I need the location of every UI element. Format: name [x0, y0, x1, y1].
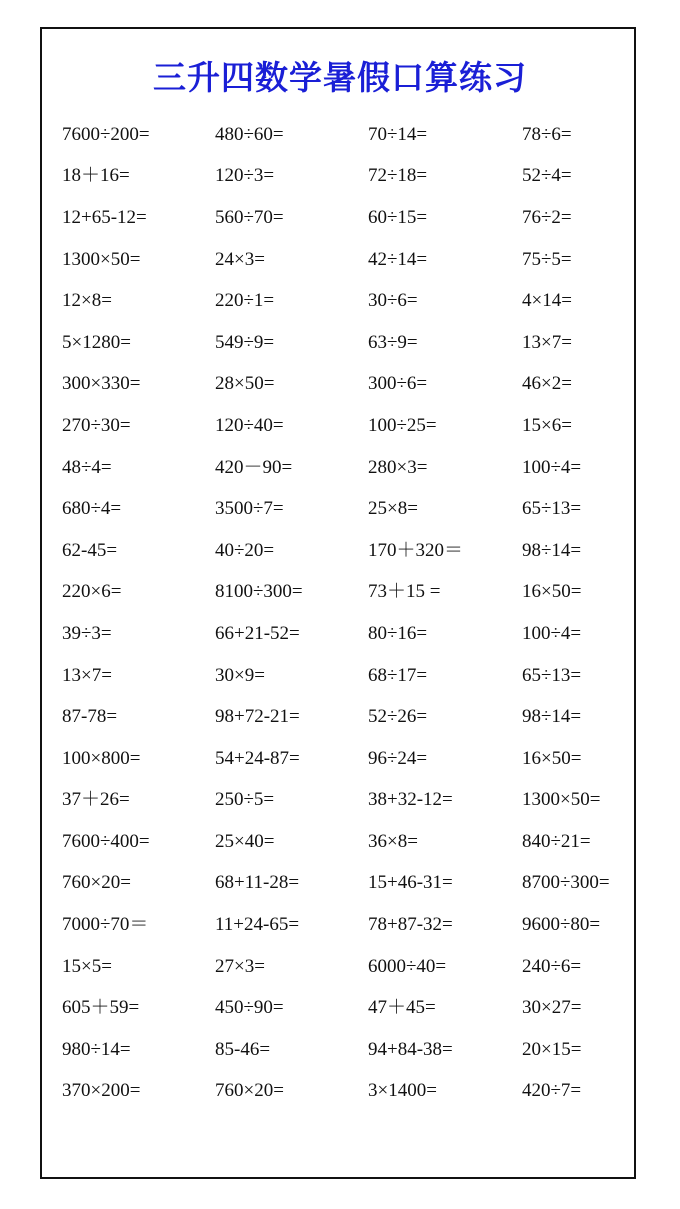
problem-cell: 680÷4=: [62, 498, 122, 520]
problem-cell: 280×3=: [368, 456, 428, 478]
problem-cell: 450÷90=: [215, 997, 284, 1019]
problem-cell: 66+21-52=: [215, 622, 300, 644]
problem-cell: 78+87-32=: [368, 914, 453, 936]
problem-cell: 54+24-87=: [215, 747, 300, 769]
problem-cell: 25×8=: [368, 498, 418, 520]
problem-cell: 15+46-31=: [368, 872, 453, 894]
problem-cell: 270÷30=: [62, 414, 131, 436]
problem-cell: 30÷6=: [368, 290, 418, 312]
problem-cell: 15×5=: [62, 955, 112, 977]
problem-cell: 7600÷400=: [62, 830, 150, 852]
problem-cell: 60÷15=: [368, 206, 428, 228]
problem-cell: 75÷5=: [522, 248, 572, 270]
problem-cell: 760×20=: [62, 872, 131, 894]
problem-cell: 46×2=: [522, 373, 572, 395]
problem-cell: 48÷4=: [62, 456, 112, 478]
problem-cell: 549÷9=: [215, 331, 275, 353]
problem-cell: 840÷21=: [522, 830, 591, 852]
problem-cell: 760×20=: [215, 1080, 284, 1102]
problem-cell: 8100÷300=: [215, 581, 303, 603]
problem-cell: 1300×50=: [522, 789, 601, 811]
problem-cell: 3×1400=: [368, 1080, 437, 1102]
problem-cell: 420÷7=: [522, 1080, 582, 1102]
problem-cell: 4×14=: [522, 290, 572, 312]
problem-cell: 94+84-38=: [368, 1038, 453, 1060]
problem-cell: 42÷14=: [368, 248, 428, 270]
problem-cell: 98÷14=: [522, 706, 582, 728]
problem-cell: 480÷60=: [215, 123, 284, 145]
problem-cell: 370×200=: [62, 1080, 141, 1102]
problem-cell: 47＋45=: [368, 997, 436, 1019]
problem-cell: 8700÷300=: [522, 872, 610, 894]
problem-cell: 120÷3=: [215, 165, 275, 187]
problem-cell: 100×800=: [62, 747, 141, 769]
problem-cell: 65÷13=: [522, 664, 582, 686]
problem-cell: 15×6=: [522, 414, 572, 436]
problem-cell: 240÷6=: [522, 955, 582, 977]
problem-cell: 120÷40=: [215, 414, 284, 436]
problem-cell: 68+11-28=: [215, 872, 300, 894]
problem-cell: 13×7=: [522, 331, 572, 353]
problem-cell: 70÷14=: [368, 123, 428, 145]
problem-cell: 7000÷70＝: [62, 914, 149, 936]
problem-cell: 100÷4=: [522, 622, 582, 644]
problem-cell: 100÷4=: [522, 456, 582, 478]
problem-cell: 20×15=: [522, 1038, 582, 1060]
problem-cell: 13×7=: [62, 664, 112, 686]
problem-cell: 220÷1=: [215, 290, 275, 312]
problem-cell: 52÷26=: [368, 706, 428, 728]
problem-cell: 72÷18=: [368, 165, 428, 187]
problem-cell: 605＋59=: [62, 997, 140, 1019]
problem-cell: 62-45=: [62, 539, 118, 561]
problem-cell: 11+24-65=: [215, 914, 300, 936]
problem-cell: 12+65-12=: [62, 206, 147, 228]
worksheet-title: 三升四数学暑假口算练习: [153, 58, 527, 97]
problem-cell: 30×27=: [522, 997, 582, 1019]
problem-cell: 87-78=: [62, 706, 118, 728]
problem-cell: 16×50=: [522, 581, 582, 603]
problem-cell: 250÷5=: [215, 789, 275, 811]
problem-cell: 220×6=: [62, 581, 122, 603]
problem-cell: 300×330=: [62, 373, 141, 395]
problem-cell: 12×8=: [62, 290, 112, 312]
problem-cell: 65÷13=: [522, 498, 582, 520]
problem-cell: 7600÷200=: [62, 123, 150, 145]
problem-grid: [62, 114, 642, 1112]
problem-cell: 16×50=: [522, 747, 582, 769]
problem-cell: 52÷4=: [522, 165, 572, 187]
problem-cell: 170＋320＝: [368, 539, 464, 561]
problem-cell: 28×50=: [215, 373, 275, 395]
problem-cell: 68÷17=: [368, 664, 428, 686]
problem-cell: 98+72-21=: [215, 706, 300, 728]
problem-cell: 420－90=: [215, 456, 293, 478]
problem-cell: 63÷9=: [368, 331, 418, 353]
problem-cell: 9600÷80=: [522, 914, 601, 936]
problem-cell: 85-46=: [215, 1038, 271, 1060]
problem-cell: 24×3=: [215, 248, 265, 270]
problem-cell: 40÷20=: [215, 539, 275, 561]
problem-cell: 1300×50=: [62, 248, 141, 270]
problem-cell: 36×8=: [368, 830, 418, 852]
problem-cell: 30×9=: [215, 664, 265, 686]
problem-cell: 300÷6=: [368, 373, 428, 395]
problem-cell: 38+32-12=: [368, 789, 453, 811]
problem-cell: 560÷70=: [215, 206, 284, 228]
problem-cell: 39÷3=: [62, 622, 112, 644]
problem-cell: 98÷14=: [522, 539, 582, 561]
problem-cell: 80÷16=: [368, 622, 428, 644]
problem-cell: 27×3=: [215, 955, 265, 977]
problem-cell: 5×1280=: [62, 331, 131, 353]
problem-cell: 76÷2=: [522, 206, 572, 228]
problem-cell: 73＋15 =: [368, 581, 441, 603]
problem-cell: 6000÷40=: [368, 955, 447, 977]
problem-cell: 37＋26=: [62, 789, 130, 811]
problem-cell: 100÷25=: [368, 414, 437, 436]
problem-cell: 3500÷7=: [215, 498, 284, 520]
problem-cell: 25×40=: [215, 830, 275, 852]
problem-cell: 96÷24=: [368, 747, 428, 769]
problem-cell: 18＋16=: [62, 165, 130, 187]
problem-cell: 980÷14=: [62, 1038, 131, 1060]
problem-cell: 78÷6=: [522, 123, 572, 145]
